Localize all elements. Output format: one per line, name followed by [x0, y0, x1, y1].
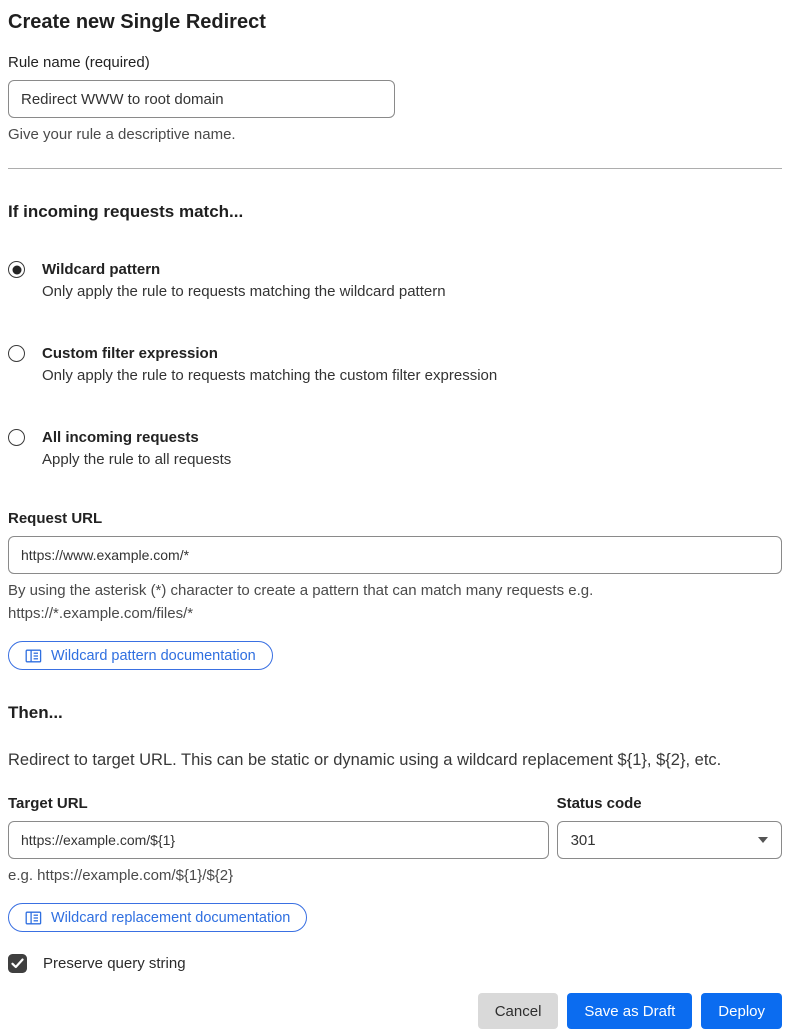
wildcard-pattern-docs-button[interactable]	[8, 641, 273, 670]
open-book-icon	[25, 648, 42, 664]
radio-label: Wildcard pattern	[42, 261, 161, 278]
open-book-icon	[25, 910, 42, 926]
status-code-label: Status code	[556, 795, 642, 812]
target-url-help: e.g. https://example.com/${1}/${2}	[8, 867, 234, 884]
target-url-input[interactable]	[8, 821, 549, 859]
match-section-heading: If incoming requests match...	[8, 202, 244, 221]
then-section-description: Redirect to target URL. This can be static or dynamic using a wildcard replacement ${1}, ${2}, etc.	[8, 751, 722, 769]
rule-name-label: Rule name (required)	[8, 54, 150, 71]
radio-label: Custom filter expression	[42, 345, 218, 362]
radio-button[interactable]	[8, 429, 25, 446]
preserve-query-checkbox[interactable]	[8, 954, 27, 973]
radio-option-all-incoming-requests[interactable]	[8, 427, 782, 471]
radio-label: All incoming requests	[42, 429, 199, 446]
preserve-query-string-row[interactable]	[8, 954, 782, 973]
save-as-draft-button[interactable]: Save as Draft	[567, 993, 692, 1029]
request-url-help-line2: https://*.example.com/files/*	[8, 605, 194, 622]
radio-description: Apply the rule to all requests	[42, 451, 232, 468]
deploy-button[interactable]: Deploy	[701, 993, 782, 1029]
status-code-select[interactable]	[557, 821, 782, 859]
status-code-value: 301	[570, 831, 596, 849]
caret-down-icon	[758, 837, 768, 843]
request-url-input[interactable]	[8, 536, 782, 574]
radio-option-wildcard-pattern[interactable]	[8, 259, 782, 303]
rule-name-help: Give your rule a descriptive name.	[8, 126, 236, 143]
radio-button[interactable]	[8, 345, 25, 362]
request-url-label: Request URL	[8, 510, 103, 527]
radio-button[interactable]	[8, 261, 25, 278]
doc-button-label: Wildcard replacement documentation	[51, 909, 291, 926]
section-divider	[8, 168, 782, 169]
wildcard-replacement-docs-button[interactable]	[8, 903, 307, 932]
radio-description: Only apply the rule to requests matching the wildcard pattern	[42, 283, 446, 300]
preserve-query-label: Preserve query string	[43, 955, 186, 972]
radio-option-custom-filter-expression[interactable]	[8, 343, 782, 387]
check-icon	[11, 958, 24, 969]
form-actions	[8, 993, 782, 1029]
request-url-help	[8, 579, 782, 625]
page-title: Create new Single Redirect	[8, 11, 266, 33]
request-url-help-line1: By using the asterisk (*) character to create a pattern that can match many requests e.g.	[8, 582, 594, 599]
then-section-heading: Then...	[8, 703, 63, 722]
rule-name-input[interactable]	[8, 80, 395, 118]
match-options-radio-group	[8, 259, 782, 471]
cancel-button[interactable]: Cancel	[478, 993, 559, 1029]
target-url-label: Target URL	[8, 795, 88, 812]
target-status-row	[8, 794, 782, 887]
doc-button-label: Wildcard pattern documentation	[51, 647, 256, 664]
radio-description: Only apply the rule to requests matching the custom filter expression	[42, 367, 498, 384]
